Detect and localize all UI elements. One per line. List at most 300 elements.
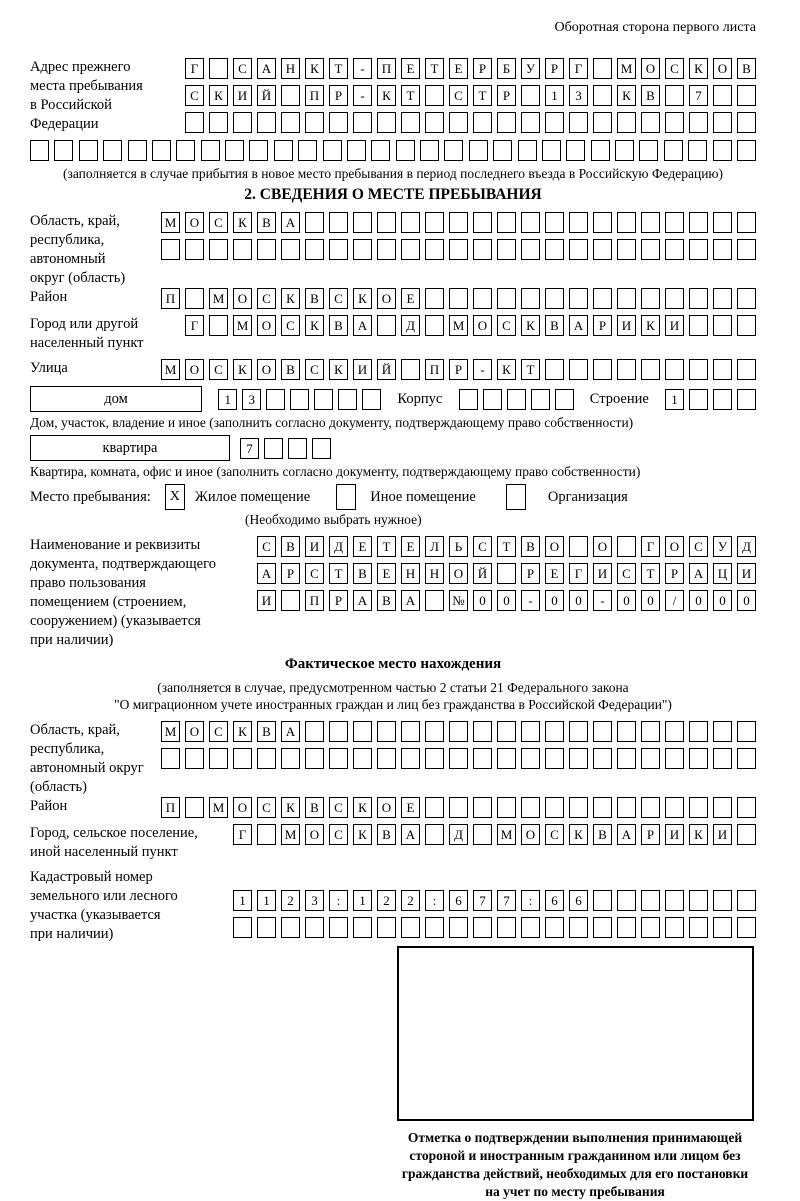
char-box (281, 917, 300, 938)
char-box: О (233, 288, 252, 309)
char-box: Е (353, 536, 372, 557)
char-box (737, 112, 756, 133)
char-box (54, 140, 73, 161)
char-box: К (233, 721, 252, 742)
char-box (353, 212, 372, 233)
char-box (617, 239, 636, 260)
char-box (30, 140, 49, 161)
char-box (312, 438, 331, 459)
char-box (639, 140, 658, 161)
char-box (425, 797, 444, 818)
char-box (493, 140, 512, 161)
char-box (593, 58, 612, 79)
char-box (233, 917, 252, 938)
char-box: Р (593, 315, 612, 336)
char-box: Й (377, 359, 396, 380)
char-box (176, 140, 195, 161)
char-box (329, 748, 348, 769)
document-grid (257, 536, 756, 611)
char-box (401, 721, 420, 742)
char-box (353, 239, 372, 260)
char-box (593, 239, 612, 260)
char-box (353, 748, 372, 769)
house-box-label: дом (30, 386, 202, 412)
stamp-note: Отметка о подтверждении выполнения принимающей стороной и иностранным гражданином или лицом без гражданства действий, необходимых для его постановки на учет по месту пребывания (401, 1130, 749, 1199)
char-box (593, 797, 612, 818)
char-box: У (713, 536, 732, 557)
char-box: 1 (218, 389, 237, 410)
char-box (201, 140, 220, 161)
actual-city-block (30, 824, 756, 862)
char-box (617, 797, 636, 818)
char-box (545, 359, 564, 380)
char-box: Т (329, 58, 348, 79)
char-box: В (353, 563, 372, 584)
char-box: № (449, 590, 468, 611)
char-box (689, 315, 708, 336)
char-box (420, 140, 439, 161)
apartment-cells (240, 438, 331, 459)
char-box (689, 239, 708, 260)
char-box (79, 140, 98, 161)
char-box (641, 721, 660, 742)
char-box: Р (449, 359, 468, 380)
document-row-2 (257, 563, 756, 584)
actual-city-label: Город, сельское поселение, иной населенный пункт (30, 825, 198, 860)
char-box (688, 140, 707, 161)
char-box (569, 797, 588, 818)
char-box: А (401, 590, 420, 611)
char-box: Д (329, 536, 348, 557)
char-box: 7 (240, 438, 259, 459)
char-box: И (617, 315, 636, 336)
char-box (689, 288, 708, 309)
char-box: С (689, 536, 708, 557)
char-box (737, 315, 756, 336)
char-box: К (329, 359, 348, 380)
char-box (425, 748, 444, 769)
char-box (713, 288, 732, 309)
char-box (593, 890, 612, 911)
actual-region-label: Область, край, республика, автономный округ (область) (30, 722, 144, 795)
region-row-2 (161, 239, 756, 260)
char-box (518, 140, 537, 161)
char-box (737, 824, 756, 845)
char-box (209, 112, 228, 133)
char-box: А (257, 58, 276, 79)
house-note: Дом, участок, владение и иное (заполнить согласно документу, подтверждающему право собственности) (30, 415, 634, 430)
char-box (641, 212, 660, 233)
char-box: А (569, 315, 588, 336)
char-box: 0 (545, 590, 564, 611)
char-box (521, 288, 540, 309)
char-box: Л (425, 536, 444, 557)
char-box (641, 748, 660, 769)
char-box: И (233, 85, 252, 106)
char-box: 0 (473, 590, 492, 611)
char-box: Т (401, 85, 420, 106)
char-box: С (257, 536, 276, 557)
char-box (641, 359, 660, 380)
char-box: : (329, 890, 348, 911)
char-box: С (209, 212, 228, 233)
char-box (737, 797, 756, 818)
char-box (329, 917, 348, 938)
char-box: В (377, 590, 396, 611)
char-box (507, 389, 526, 410)
stay-type-note: (Необходимо выбрать нужное) (245, 512, 422, 527)
char-box: Г (641, 536, 660, 557)
char-box (713, 140, 732, 161)
prev-address-block (30, 58, 756, 134)
char-box (713, 890, 732, 911)
char-box: К (377, 85, 396, 106)
char-box (185, 239, 204, 260)
cadastre-label: Кадастровый номер земельного или лесного участка (указывается при наличии) (30, 869, 178, 942)
char-box (641, 239, 660, 260)
char-box: С (473, 536, 492, 557)
char-box (266, 389, 285, 410)
char-box (401, 212, 420, 233)
char-box: 0 (689, 590, 708, 611)
char-box (737, 389, 756, 410)
char-box (737, 212, 756, 233)
char-box: Р (521, 563, 540, 584)
char-box: К (521, 315, 540, 336)
char-box: К (689, 58, 708, 79)
char-box: М (449, 315, 468, 336)
char-box: К (689, 824, 708, 845)
char-box: Т (425, 58, 444, 79)
char-box: - (353, 58, 372, 79)
char-box (425, 112, 444, 133)
char-box (459, 389, 478, 410)
char-box (209, 58, 228, 79)
char-box: О (713, 58, 732, 79)
char-box: М (497, 824, 516, 845)
char-box: О (257, 315, 276, 336)
char-box: Н (425, 563, 444, 584)
actual-district-block (30, 797, 756, 818)
char-box: С (257, 797, 276, 818)
char-box (641, 797, 660, 818)
char-box (449, 112, 468, 133)
char-box: С (329, 824, 348, 845)
city-block (30, 315, 756, 353)
char-box: С (209, 359, 228, 380)
char-box (545, 797, 564, 818)
char-box (425, 590, 444, 611)
char-box: С (305, 359, 324, 380)
char-box (665, 212, 684, 233)
char-box (665, 85, 684, 106)
char-box (617, 917, 636, 938)
actual-district-label: Район (30, 798, 68, 814)
char-box (617, 288, 636, 309)
char-box (401, 112, 420, 133)
char-box: Р (329, 85, 348, 106)
char-box (689, 748, 708, 769)
char-box (566, 140, 585, 161)
char-box (569, 239, 588, 260)
char-box: М (161, 212, 180, 233)
char-box: И (713, 824, 732, 845)
char-box (401, 359, 420, 380)
char-box: К (209, 85, 228, 106)
actual-location-note: (заполняется в случае, предусмотренном частью 2 статьи 21 Федерального закона "О миграционном учете иностранных граждан и лиц без гражданства в Российской Федерации") (114, 680, 672, 712)
korpus-cells (459, 389, 574, 410)
char-box: В (281, 359, 300, 380)
char-box (425, 917, 444, 938)
char-box (257, 917, 276, 938)
char-box (569, 748, 588, 769)
char-box: А (617, 824, 636, 845)
char-box: Е (401, 288, 420, 309)
char-box: В (329, 315, 348, 336)
char-box (298, 140, 317, 161)
char-box (353, 721, 372, 742)
cadastre-row-1 (233, 890, 756, 911)
char-box (377, 917, 396, 938)
char-box: П (377, 58, 396, 79)
char-box: В (281, 536, 300, 557)
char-box: А (281, 721, 300, 742)
document-row-1 (257, 536, 756, 557)
char-box: - (521, 590, 540, 611)
char-box (545, 288, 564, 309)
char-box: К (353, 824, 372, 845)
char-box: 1 (257, 890, 276, 911)
stay-type-checkbox-organization (506, 484, 526, 510)
char-box (353, 112, 372, 133)
stay-type-checkbox-other (336, 484, 356, 510)
char-box: Т (377, 536, 396, 557)
region-label: Область, край, республика, автономный округ (область) (30, 213, 126, 286)
char-box (347, 140, 366, 161)
char-box (689, 917, 708, 938)
char-box: Й (473, 563, 492, 584)
char-box (545, 112, 564, 133)
char-box: Т (521, 359, 540, 380)
char-box: Г (185, 58, 204, 79)
char-box (713, 389, 732, 410)
char-box (497, 721, 516, 742)
char-box: 0 (569, 590, 588, 611)
region-grid (161, 212, 756, 260)
city-row (185, 315, 756, 336)
char-box: - (473, 359, 492, 380)
char-box: / (665, 590, 684, 611)
char-box: 6 (449, 890, 468, 911)
char-box: А (257, 563, 276, 584)
char-box: Г (185, 315, 204, 336)
char-box: О (449, 563, 468, 584)
char-box: О (305, 824, 324, 845)
char-box: С (449, 85, 468, 106)
char-box: К (233, 359, 252, 380)
char-box (449, 797, 468, 818)
char-box (593, 748, 612, 769)
stay-type-block (30, 484, 756, 510)
char-box (689, 797, 708, 818)
char-box: Т (473, 85, 492, 106)
char-box (396, 140, 415, 161)
char-box (569, 721, 588, 742)
char-box (497, 748, 516, 769)
char-box: В (257, 212, 276, 233)
char-box (469, 140, 488, 161)
street-label: Улица (30, 360, 68, 376)
char-box: Т (641, 563, 660, 584)
char-box: К (305, 315, 324, 336)
stay-type-option-organization: Организация (547, 488, 628, 505)
char-box: О (641, 58, 660, 79)
char-box (545, 721, 564, 742)
char-box: О (545, 536, 564, 557)
char-box: В (593, 824, 612, 845)
char-box: О (185, 212, 204, 233)
char-box (371, 140, 390, 161)
char-box: Р (641, 824, 660, 845)
char-box (569, 536, 588, 557)
char-box (338, 389, 357, 410)
cadastre-block (30, 868, 756, 944)
char-box (569, 288, 588, 309)
char-box: И (665, 824, 684, 845)
char-box (377, 721, 396, 742)
char-box (497, 917, 516, 938)
char-box (473, 721, 492, 742)
char-box (233, 239, 252, 260)
char-box (281, 748, 300, 769)
char-box (103, 140, 122, 161)
char-box (569, 917, 588, 938)
char-box (665, 288, 684, 309)
char-box (521, 797, 540, 818)
char-box (161, 748, 180, 769)
char-box: И (665, 315, 684, 336)
char-box: - (593, 590, 612, 611)
char-box (665, 890, 684, 911)
char-box (185, 797, 204, 818)
char-box: Р (329, 590, 348, 611)
char-box (593, 212, 612, 233)
char-box (152, 140, 171, 161)
prev-address-grid (185, 58, 756, 133)
char-box (521, 917, 540, 938)
char-box (545, 239, 564, 260)
char-box (641, 890, 660, 911)
char-box (545, 212, 564, 233)
char-box (449, 239, 468, 260)
char-box (737, 85, 756, 106)
char-box (665, 748, 684, 769)
char-box: А (353, 315, 372, 336)
char-box (593, 288, 612, 309)
char-box (305, 212, 324, 233)
char-box (497, 797, 516, 818)
char-box: Г (569, 563, 588, 584)
char-box (542, 140, 561, 161)
district-label: Район (30, 289, 68, 305)
char-box (473, 112, 492, 133)
char-box (713, 85, 732, 106)
char-box (737, 140, 756, 161)
actual-district-row (161, 797, 756, 818)
char-box: А (689, 563, 708, 584)
char-box (449, 748, 468, 769)
char-box: В (641, 85, 660, 106)
char-box (257, 748, 276, 769)
char-box (689, 721, 708, 742)
char-box: К (497, 359, 516, 380)
char-box (591, 140, 610, 161)
char-box (209, 239, 228, 260)
char-box: О (377, 288, 396, 309)
char-box (449, 212, 468, 233)
char-box (737, 359, 756, 380)
char-box (377, 315, 396, 336)
char-box (664, 140, 683, 161)
char-box: 3 (242, 389, 261, 410)
char-box: В (377, 824, 396, 845)
prev-address-row-1 (185, 58, 756, 79)
stay-type-option-other: Иное помещение (370, 488, 476, 505)
region-row-1 (161, 212, 756, 233)
char-box (257, 239, 276, 260)
char-box (593, 359, 612, 380)
char-box: О (521, 824, 540, 845)
char-box (641, 112, 660, 133)
char-box (444, 140, 463, 161)
char-box: Р (497, 85, 516, 106)
char-box (593, 721, 612, 742)
char-box: Д (401, 315, 420, 336)
char-box (323, 140, 342, 161)
prev-address-row-3 (185, 112, 756, 133)
char-box: 6 (569, 890, 588, 911)
char-box: С (329, 288, 348, 309)
char-box (737, 239, 756, 260)
char-box: 7 (689, 85, 708, 106)
char-box: О (185, 721, 204, 742)
char-box (689, 389, 708, 410)
char-box (305, 112, 324, 133)
char-box (473, 748, 492, 769)
char-box: Б (497, 58, 516, 79)
char-box: С (185, 85, 204, 106)
char-box (425, 212, 444, 233)
char-box (713, 112, 732, 133)
char-box: С (545, 824, 564, 845)
char-box: С (209, 721, 228, 742)
char-box (377, 112, 396, 133)
char-box (257, 824, 276, 845)
char-box (329, 112, 348, 133)
char-box: С (665, 58, 684, 79)
char-box: А (281, 212, 300, 233)
char-box: Н (281, 58, 300, 79)
char-box (737, 721, 756, 742)
document-label: Наименование и реквизиты документа, подтверждающего право пользования помещением (строением, сооружением) (указывается при наличии) (30, 537, 216, 648)
char-box (473, 212, 492, 233)
char-box (281, 112, 300, 133)
char-box (665, 917, 684, 938)
char-box: С (281, 315, 300, 336)
char-box (225, 140, 244, 161)
actual-region-grid (161, 721, 756, 769)
char-box: М (161, 721, 180, 742)
